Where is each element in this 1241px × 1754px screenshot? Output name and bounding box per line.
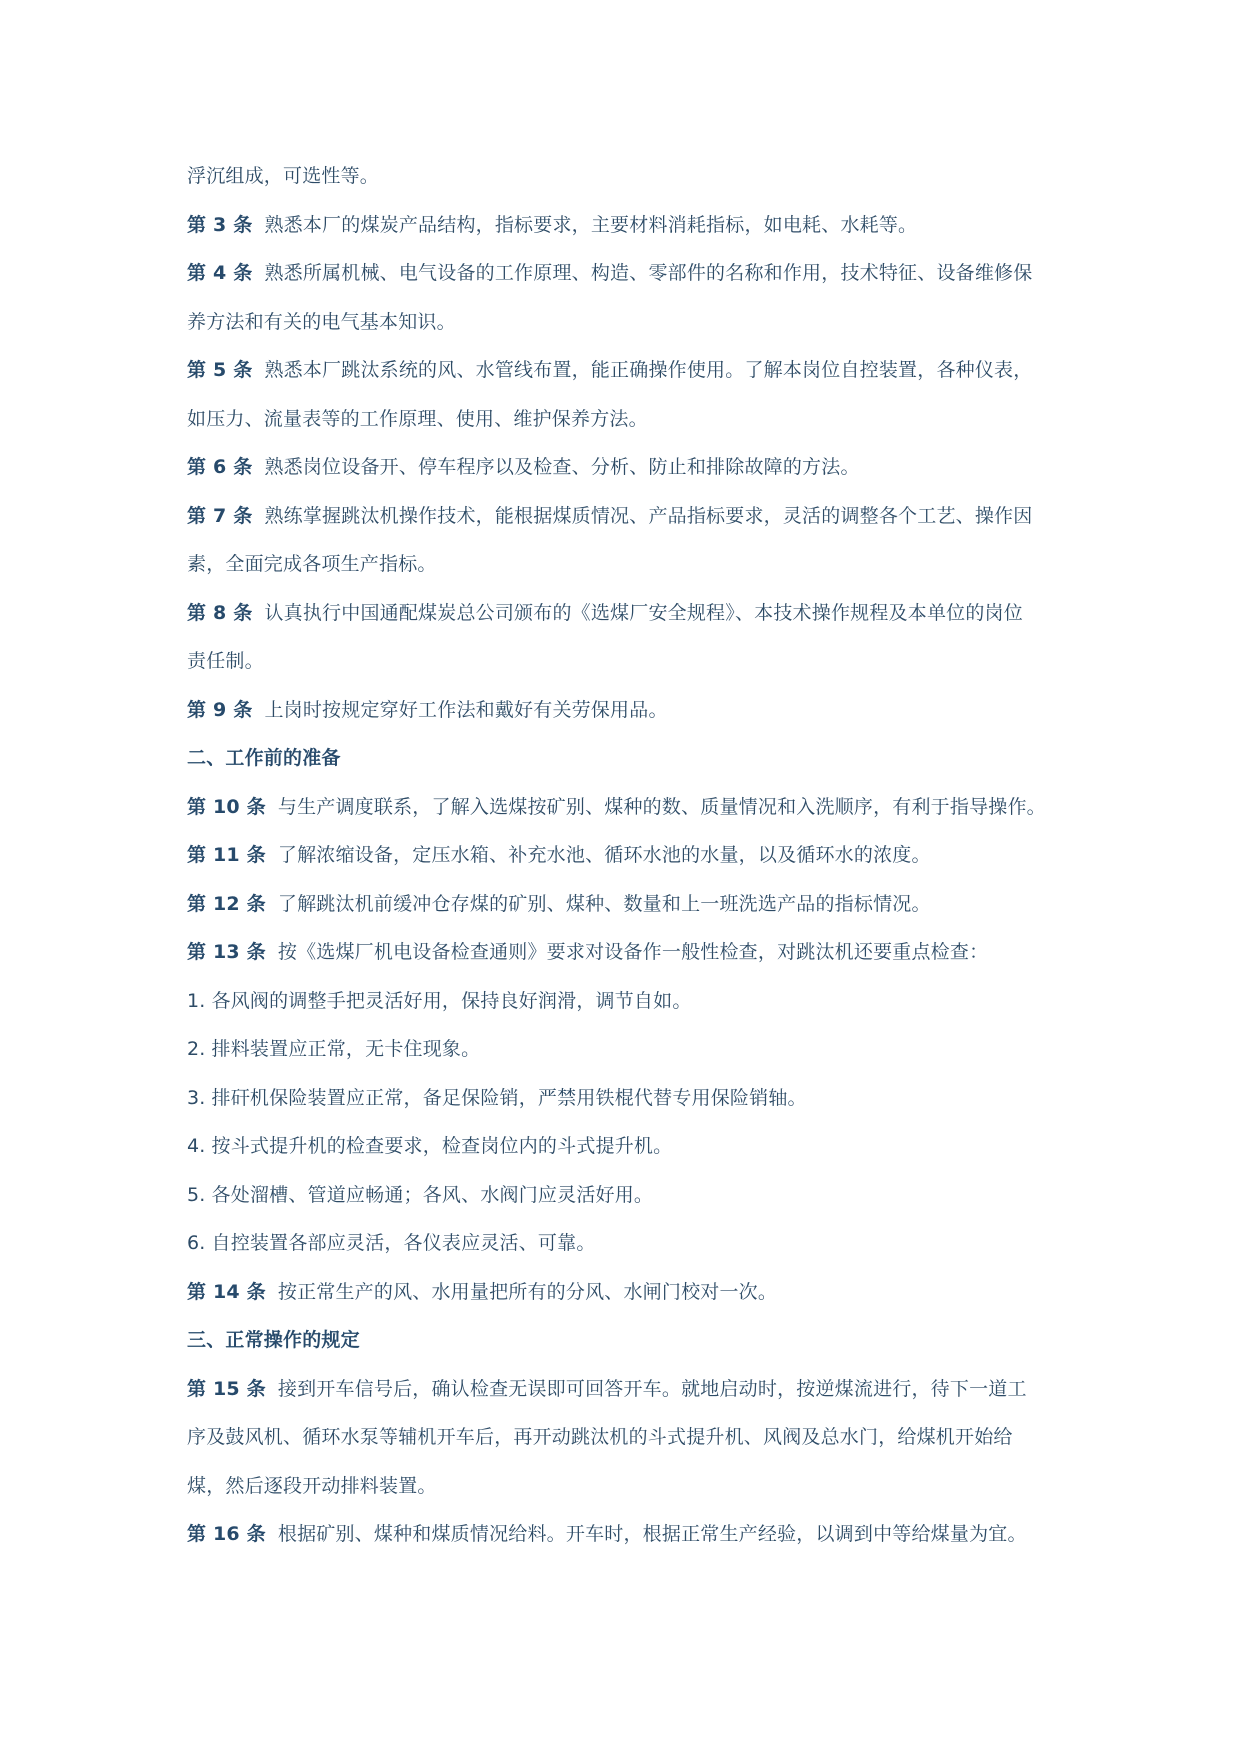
article-text: 熟悉岗位设备开、停车程序以及检查、分析、防止和排除故障的方法。 <box>264 456 860 478</box>
list-item <box>187 1025 1087 1074</box>
paragraph-text: 如压力、流量表等的工作原理、使用、维护保养方法。 <box>187 407 648 430</box>
article-text: 根据矿别、煤种和煤质情况给料。开车时，根据正常生产经验，以调到中等给煤量为宜。 <box>277 1523 1027 1545</box>
article-9 <box>187 686 1087 735</box>
article-label: 第 6 条 <box>187 456 253 478</box>
list-item-text: 各处溜槽、管道应畅通；各风、水阀门应灵活好用。 <box>211 1183 654 1206</box>
list-item-number: 5. <box>187 1183 206 1206</box>
article-text: 与生产调度联系，了解入选煤按矿别、煤种的数、质量情况和入洗顺序，有利于指导操作。 <box>277 795 1046 818</box>
article-11 <box>187 831 1087 880</box>
article-text: 了解浓缩设备，定压水箱、补充水池、循环水池的水量，以及循环水的浓度。 <box>277 844 931 866</box>
list-item <box>187 1074 1087 1123</box>
paragraph-text: 素，全面完成各项生产指标。 <box>187 553 437 575</box>
paragraph-text: 序及鼓风机、循环水泵等辅机开车后，再开动跳汰机的斗式提升机、风阀及总水门，给煤机开始给 <box>187 1426 1013 1448</box>
list-item-text: 按斗式提升机的检查要求，检查岗位内的斗式提升机。 <box>211 1135 673 1157</box>
article-label: 第 9 条 <box>187 698 253 721</box>
paragraph-line <box>187 1462 1087 1511</box>
article-12 <box>187 880 1087 929</box>
article-text: 接到开车信号后，确认检查无误即可回答开车。就地启动时，按逆煤流进行，待下一道工 <box>277 1377 1027 1400</box>
article-6 <box>187 443 1087 492</box>
article-label: 第 7 条 <box>187 504 253 527</box>
article-14 <box>187 1268 1087 1317</box>
paragraph-text: 责任制。 <box>187 650 264 672</box>
list-item <box>187 1122 1087 1171</box>
list-item <box>187 977 1087 1026</box>
article-3 <box>187 201 1087 250</box>
article-label: 第 12 条 <box>187 892 266 915</box>
list-item-text: 各风阀的调整手把灵活好用，保持良好润滑，调节自如。 <box>211 989 692 1012</box>
article-label: 第 11 条 <box>187 844 266 866</box>
section-heading: 三、正常操作的规定 <box>187 1329 360 1351</box>
list-item-number: 2. <box>187 1038 206 1060</box>
section-heading: 二、工作前的准备 <box>187 747 341 769</box>
list-item-number: 3. <box>187 1086 206 1109</box>
article-text: 按《选煤厂机电设备检查通则》要求对设备作一般性检查，对跳汰机还要重点检查： <box>277 941 989 963</box>
list-item-number: 4. <box>187 1135 206 1157</box>
document-body <box>187 152 1087 1559</box>
article-label: 第 15 条 <box>187 1377 266 1400</box>
article-label: 第 10 条 <box>187 795 266 818</box>
article-text: 认真执行中国通配煤炭总公司颁布的《选煤厂安全规程》、本技术操作规程及本单位的岗位 <box>264 601 1023 624</box>
article-8 <box>187 589 1087 638</box>
list-item-text: 排矸机保险装置应正常，备足保险销，严禁用铁棍代替专用保险销轴。 <box>211 1086 807 1109</box>
article-13 <box>187 928 1087 977</box>
paragraph-line <box>187 637 1087 686</box>
list-item-number: 6. <box>187 1232 206 1254</box>
paragraph-line <box>187 1413 1087 1462</box>
list-item <box>187 1219 1087 1268</box>
article-15 <box>187 1365 1087 1414</box>
article-4 <box>187 249 1087 298</box>
article-text: 熟悉所属机械、电气设备的工作原理、构造、零部件的名称和作用，技术特征、设备维修保 <box>264 262 1033 284</box>
article-label: 第 4 条 <box>187 262 253 284</box>
article-label: 第 5 条 <box>187 359 253 381</box>
article-label: 第 16 条 <box>187 1523 266 1545</box>
paragraph-line <box>187 395 1087 444</box>
article-label: 第 8 条 <box>187 601 253 624</box>
article-16 <box>187 1510 1087 1559</box>
article-text: 熟悉本厂的煤炭产品结构，指标要求，主要材料消耗指标，如电耗、水耗等。 <box>264 213 918 236</box>
article-5 <box>187 346 1087 395</box>
article-text: 熟悉本厂跳汰系统的风、水管线布置，能正确操作使用。了解本岗位自控装置，各种仪表， <box>264 359 1033 381</box>
article-label: 第 13 条 <box>187 941 266 963</box>
paragraph-text: 煤，然后逐段开动排料装置。 <box>187 1474 437 1497</box>
list-item-number: 1. <box>187 989 206 1012</box>
paragraph-text: 浮沉组成，可选性等。 <box>187 165 380 187</box>
article-text: 按正常生产的风、水用量把所有的分风、水闸门校对一次。 <box>277 1280 778 1303</box>
list-item-text: 排料装置应正常，无卡住现象。 <box>211 1038 481 1060</box>
article-7 <box>187 492 1087 541</box>
article-text: 了解跳汰机前缓冲仓存煤的矿别、煤种、数量和上一班洗选产品的指标情况。 <box>277 892 931 915</box>
paragraph-line <box>187 298 1087 347</box>
paragraph-line <box>187 540 1087 589</box>
article-10 <box>187 783 1087 832</box>
paragraph-line <box>187 152 1087 201</box>
article-label: 第 3 条 <box>187 213 253 236</box>
list-item <box>187 1171 1087 1220</box>
list-item-text: 自控装置各部应灵活，各仪表应灵活、可靠。 <box>211 1232 596 1254</box>
article-label: 第 14 条 <box>187 1280 266 1303</box>
paragraph-text: 养方法和有关的电气基本知识。 <box>187 310 456 333</box>
article-text: 上岗时按规定穿好工作法和戴好有关劳保用品。 <box>264 698 668 721</box>
article-text: 熟练掌握跳汰机操作技术，能根据煤质情况、产品指标要求，灵活的调整各个工艺、操作因 <box>264 504 1033 527</box>
